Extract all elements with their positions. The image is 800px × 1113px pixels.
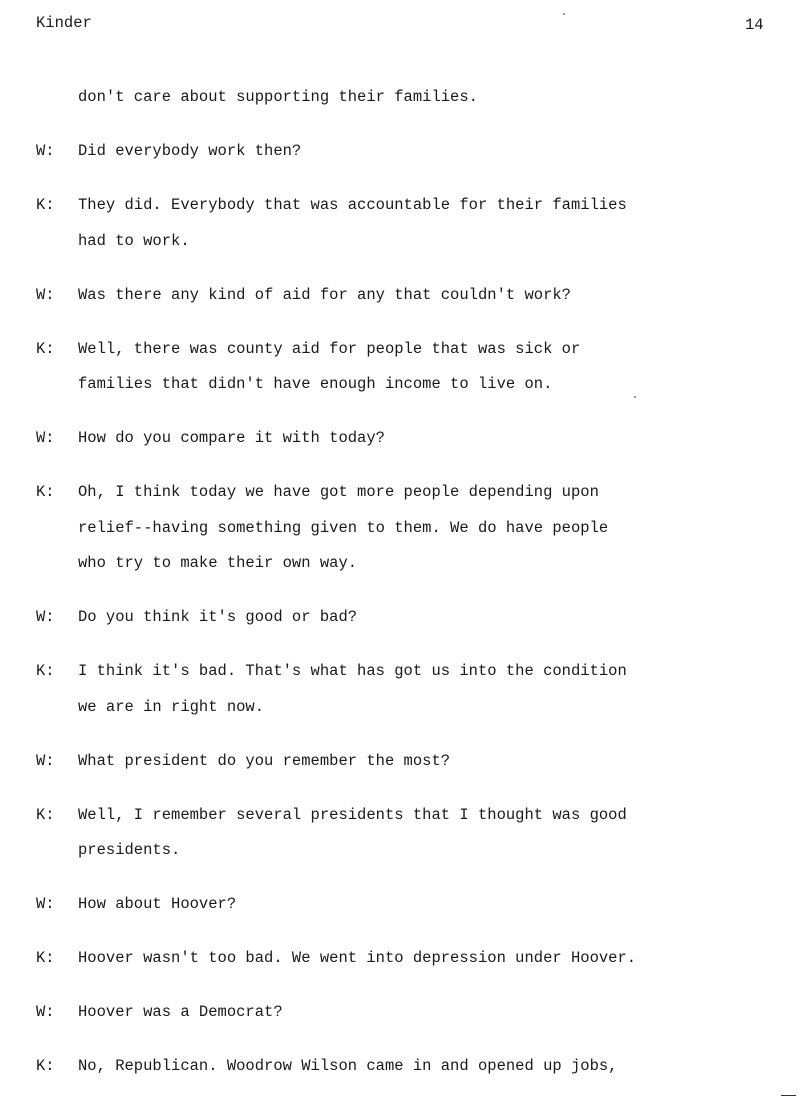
transcript-line: don't care about supporting their families. <box>78 88 478 106</box>
transcript-line: Hoover was a Democrat? <box>78 1003 283 1021</box>
transcript-line: who try to make their own way. <box>78 554 358 572</box>
transcript-line: Hoover wasn't too bad. We went into depression under Hoover. <box>78 949 637 967</box>
transcript-line: Well, I remember several presidents that I thought was good <box>78 805 627 824</box>
transcript-line: How do you compare it with today? <box>78 429 385 447</box>
speaker-label: K: <box>36 339 55 358</box>
transcript-line: we are in right now. <box>78 697 265 716</box>
transcript-line: How about Hoover? <box>78 895 237 913</box>
header-interviewee-name: Kinder <box>36 14 92 32</box>
speaker-label: K: <box>36 805 55 824</box>
transcript-line: families that didn't have enough income to live on. <box>78 375 553 393</box>
speaker-label: W: <box>36 895 55 913</box>
speaker-label: W: <box>36 608 55 626</box>
page-number: 14 <box>745 16 764 34</box>
speaker-label: K: <box>36 1057 55 1075</box>
speaker-label: W: <box>36 751 55 770</box>
speaker-label: K: <box>36 483 55 501</box>
transcript-line: presidents. <box>78 841 181 859</box>
scan-speck <box>634 396 636 398</box>
speaker-label: W: <box>36 1003 55 1021</box>
scan-edge-mark <box>781 1095 796 1096</box>
transcript-line: Well, there was county aid for people that was sick or <box>78 339 581 358</box>
speaker-label: K: <box>36 662 55 680</box>
transcript-line: relief--having something given to them. We do have people <box>78 518 609 537</box>
transcript-line: Do you think it's good or bad? <box>78 608 358 626</box>
scan-speck <box>563 13 565 15</box>
transcript-line: Was there any kind of aid for any that couldn't work? <box>78 285 571 304</box>
transcript-line: Oh, I think today we have got more people depending upon <box>78 483 599 501</box>
speaker-label: W: <box>36 285 55 304</box>
transcript-line: had to work. <box>78 231 190 250</box>
speaker-label: W: <box>36 142 55 160</box>
transcript-line: Did everybody work then? <box>78 142 302 160</box>
transcript-line: No, Republican. Woodrow Wilson came in and opened up jobs, <box>78 1057 618 1075</box>
speaker-label: K: <box>36 949 55 967</box>
speaker-label: K: <box>36 196 55 214</box>
transcript-line: I think it's bad. That's what has got us into the condition <box>78 662 627 680</box>
transcript-line: What president do you remember the most? <box>78 751 451 770</box>
speaker-label: W: <box>36 429 55 447</box>
transcript-line: They did. Everybody that was accountable for their families <box>78 196 627 214</box>
